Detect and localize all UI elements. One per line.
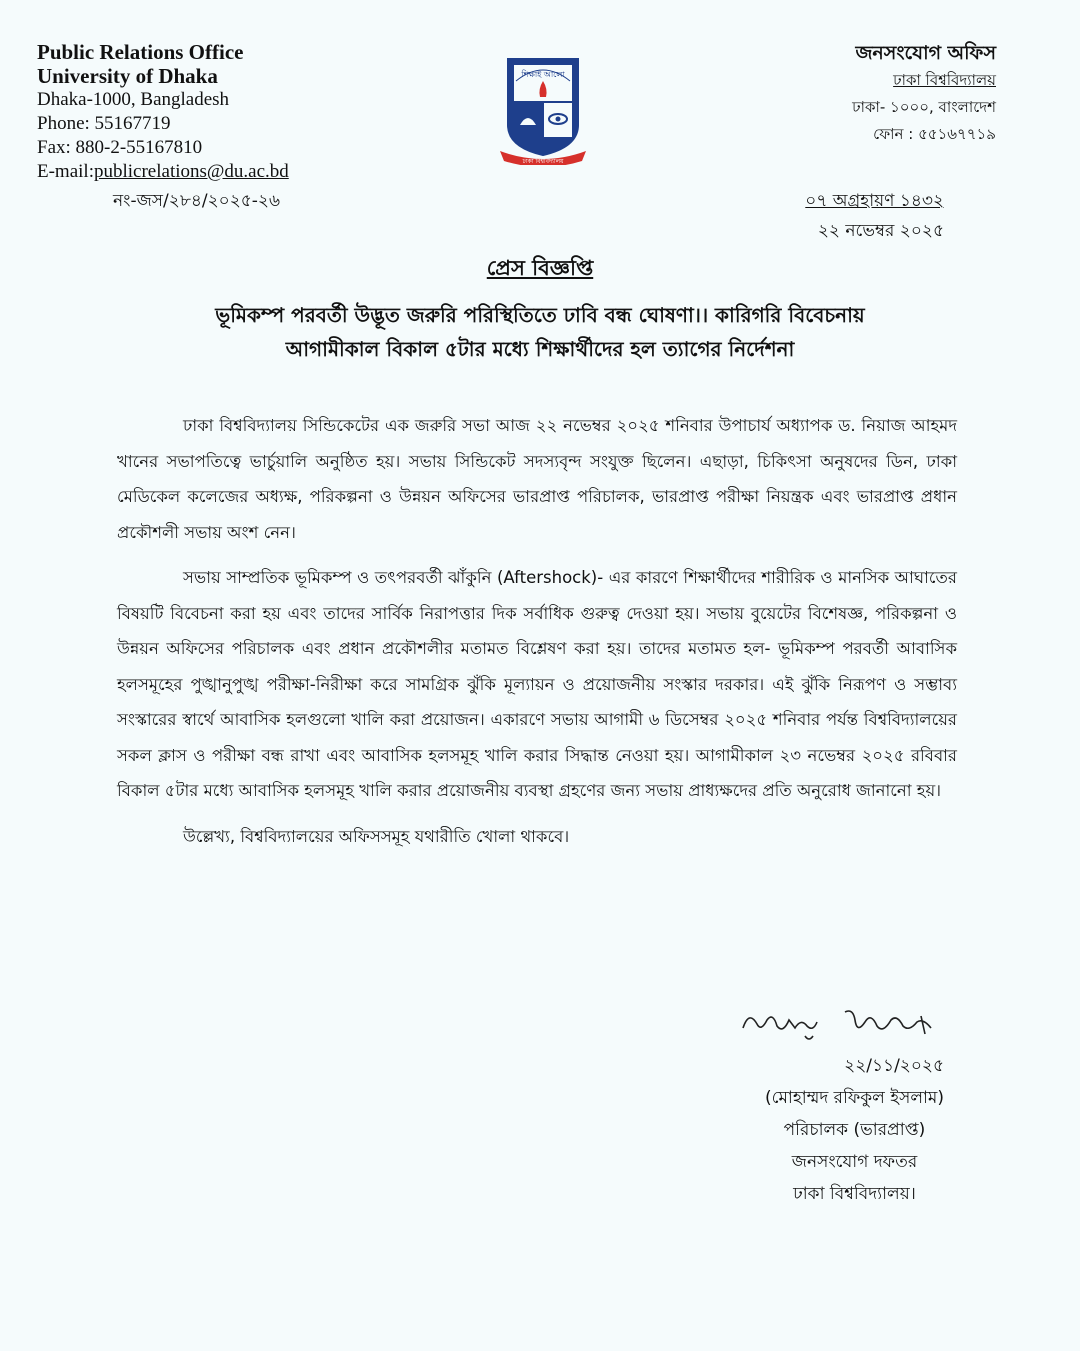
address-bn: ঢাকা- ১০০০, বাংলাদেশ <box>852 98 996 116</box>
university-logo-icon <box>498 55 588 165</box>
university-name-en: University of Dhaka <box>37 64 218 88</box>
fax-en: Fax: 880-2-55167810 <box>37 137 203 158</box>
address-en: Dhaka-1000, Bangladesh <box>37 89 230 110</box>
email-link[interactable]: publicrelations@du.ac.bd <box>93 161 289 182</box>
signatory-name: (মোহাম্মদ রফিকুল ইসলাম) <box>764 1088 944 1108</box>
reference-number: নং-জস/২৮৪/২০২৫-২৬ <box>113 191 281 211</box>
paragraph-2: সভায় সাম্প্রতিক ভূমিকম্প ও তৎপরবর্তী ঝাঁকুনি (Aftershock)- এর কারণে শিক্ষার্থীদের শারীরিক ও মানসিক আঘাতের বিষয়টি বিবেচনা করা হয় এবং তাদের সার্বিক নিরাপত্তার দিক সর্বাধিক গুরুত্ব দেওয়া হয়। সভায় বুয়েটের বিশেষজ্ঞ, পরিকল্পনা ও উন্নয়ন অফিসের পরিচালক এবং প্রধান প্রকৌশলীর মতামত বিশ্লেষণ করা হয়। তাদের মতামত হল- ভূমিকম্প পরবর্তী আবাসিক হলসমূহের পুঙ্খানুপুঙ্খ পরীক্ষা-নিরীক্ষা করে সামগ্রিক ঝুঁকি মূল্যায়ন ও প্রয়োজনীয় সংস্কার দরকার। এই ঝুঁকি নিরূপণ ও সম্ভাব্য সংস্কারের স্বার্থে আবাসিক হলগুলো খালি করা প্রয়োজন। একারণে সভায় আগামী ৬ ডিসেম্বর ২০২৫ শনিবার পর্যন্ত বিশ্ববিদ্যালয়ের সকল ক্লাস ও পরীক্ষা বন্ধ রাখা এবং আবাসিক হলসমূহ খালি করার সিদ্ধান্ত নেওয়া হয়। আগামীকাল ২৩ নভেম্বর ২০২৫ রবিবার বিকাল ৫টার মধ্যে আবাসিক হলসমূহ খালি করার প্রয়োজনীয় ব্যবস্থা গ্রহণের জন্য সভায় প্রাধ্যক্ষদের প্রতি অনুরোধ জানানো হয়। <box>117 568 957 800</box>
left-letterhead <box>37 40 289 184</box>
email-line: E-mail:publicrelations@du.ac.bd <box>37 161 289 182</box>
date-gregorian: ২২ নভেম্বর ২০২৫ <box>817 221 944 241</box>
signature-icon <box>735 998 945 1048</box>
paragraph-1: ঢাকা বিশ্ববিদ্যালয় সিন্ডিকেটের এক জরুরি সভা আজ ২২ নভেম্বর ২০২৫ শনিবার উপাচার্য অধ্যাপক ড. নিয়াজ আহমদ খানের সভাপতিত্বে ভার্চুয়ালি অনুষ্ঠিত হয়। সভায় সিন্ডিকেট সদস্যবৃন্দ সংযুক্ত ছিলেন। এছাড়া, চিকিৎসা অনুষদের ডিন, ঢাকা মেডিকেল কলেজের অধ্যক্ষ, পরিকল্পনা ও উন্নয়ন অফিসের ভারপ্রাপ্ত পরিচালক, ভারপ্রাপ্ত পরীক্ষা নিয়ন্ত্রক এবং ভারপ্রাপ্ত প্রধান প্রকৌশলী সভায় অংশ নেন। <box>117 416 957 542</box>
release-body <box>117 408 957 864</box>
headline-line-2: আগামীকাল বিকাল ৫টার মধ্যে শিক্ষার্থীদের হল ত্যাগের নির্দেশনা <box>285 337 795 361</box>
signatory-department: জনসংযোগ দফতর <box>791 1152 918 1172</box>
right-letterhead <box>852 40 996 148</box>
signatory-designation: পরিচালক (ভারপ্রাপ্ত) <box>783 1120 926 1140</box>
office-name-bn: জনসংযোগ অফিস <box>855 42 996 64</box>
paragraph-3: উল্লেখ্য, বিশ্ববিদ্যালয়ের অফিসসমূহ যথারীতি খোলা থাকবে। <box>183 826 570 846</box>
dates <box>805 186 944 246</box>
signatory-university: ঢাকা বিশ্ববিদ্যালয়। <box>793 1184 916 1204</box>
signature-block <box>765 1050 944 1210</box>
logo-motto: শিক্ষাই আলো <box>521 70 565 79</box>
phone-en: Phone: 55167719 <box>37 113 171 134</box>
signature-date: ২২/১১/২০২৫ <box>844 1056 944 1076</box>
office-name-en: Public Relations Office <box>37 40 244 64</box>
press-release-title: প্রেস বিজ্ঞপ্তি <box>486 256 594 280</box>
headline <box>130 298 950 366</box>
date-bangla: ০৭ অগ্রহায়ণ ১৪৩২ <box>805 191 944 211</box>
headline-line-1: ভূমিকম্প পরবর্তী উদ্ভূত জরুরি পরিস্থিতিতে ঢাবি বন্ধ ঘোষণা।। কারিগরি বিবেচনায় <box>215 303 865 327</box>
university-name-bn: ঢাকা বিশ্ববিদ্যালয় <box>893 71 996 89</box>
logo-banner: ঢাকা বিশ্ববিদ্যালয় <box>522 158 564 165</box>
phone-bn: ফোন : ৫৫১৬৭৭১৯ <box>873 125 996 143</box>
